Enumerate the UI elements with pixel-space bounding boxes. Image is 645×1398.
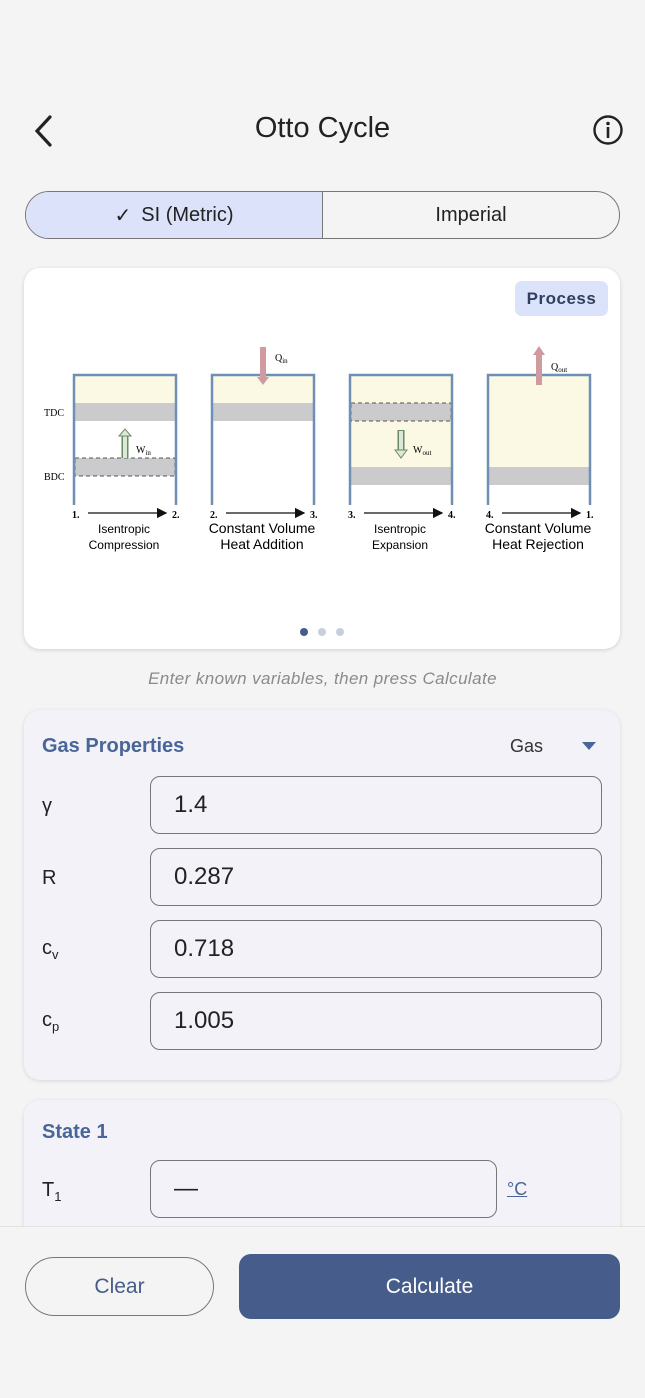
cylinder-4 [488,346,590,505]
unit-option-si[interactable] [26,192,323,238]
stage-start-label: 1. [72,510,80,521]
section-title: State 1 [42,1121,108,1143]
stage-name-line1: Isentropic [97,522,151,536]
stage-name-line2: Compression [88,538,160,552]
stage-end-label: 2. [172,510,180,521]
carousel-pagination [300,628,344,636]
cp-label: $c_p$ [42,1009,60,1034]
w-in-label: $W_{in}$ [136,445,151,457]
gas-dropdown[interactable]: Gas [510,736,544,756]
unit-toggle [25,191,620,239]
instruction-hint: Enter known variables, then press Calculate [148,669,497,688]
unit-option-label: Imperial [435,203,507,226]
gamma-input[interactable]: 1.4 [150,776,602,834]
cv-label: $c_v$ [42,937,59,962]
unit-option-label: SI (Metric) [141,203,234,226]
info-button[interactable] [592,114,624,146]
page-title: Otto Cycle [254,112,391,144]
w-out-label: $W_{out}$ [413,445,432,457]
stage-end-label: 3. [310,510,318,521]
cv-input[interactable]: 0.718 [150,920,602,978]
cylinder-1 [74,375,176,505]
gamma-label: γ [42,795,52,817]
gas-properties-panel [24,710,620,1080]
r-label: R [42,867,57,889]
otto-cycle-diagram [24,268,620,649]
check-icon: ✓ [114,204,132,227]
unit-option-imperial[interactable] [323,192,619,238]
stage-name-line2: Heat Rejection [492,536,584,552]
stage-end-label: 1. [586,510,594,521]
t1-label: $T_1$ [42,1179,62,1204]
process-badge: Process [515,281,608,316]
t1-input[interactable]: — [150,1160,497,1218]
clear-button[interactable]: Clear [25,1257,214,1316]
page-dot[interactable] [318,628,326,636]
stage-name-line1: Constant Volume [208,520,316,536]
stage-end-label: 4. [448,510,456,521]
cp-input[interactable]: 1.005 [150,992,602,1050]
stage-start-label: 2. [210,510,218,521]
tdc-label: TDC [44,408,64,419]
bdc-label: BDC [44,472,65,483]
stage-name-line1: Isentropic [373,522,427,536]
caret-down-icon[interactable] [582,742,596,750]
q-out-label: $Q_{out}$ [551,362,568,374]
page-dot[interactable] [300,628,308,636]
r-input[interactable]: 0.287 [150,848,602,906]
stage-name-line2: Heat Addition [220,536,304,552]
section-title: Gas Properties [42,735,185,757]
page-dot[interactable] [336,628,344,636]
stage-start-label: 4. [486,510,494,521]
calculate-button[interactable]: Calculate [239,1254,620,1319]
info-icon [592,114,624,146]
stage-name-line1: Constant Volume [484,520,592,536]
q-in-label: $Q_{in}$ [275,353,288,365]
cylinder-2 [212,347,314,505]
cylinder-3 [350,375,452,505]
stage-start-label: 3. [348,510,356,521]
stage-name-line2: Expansion [371,538,429,552]
t1-unit-selector[interactable]: °C [507,1179,528,1199]
